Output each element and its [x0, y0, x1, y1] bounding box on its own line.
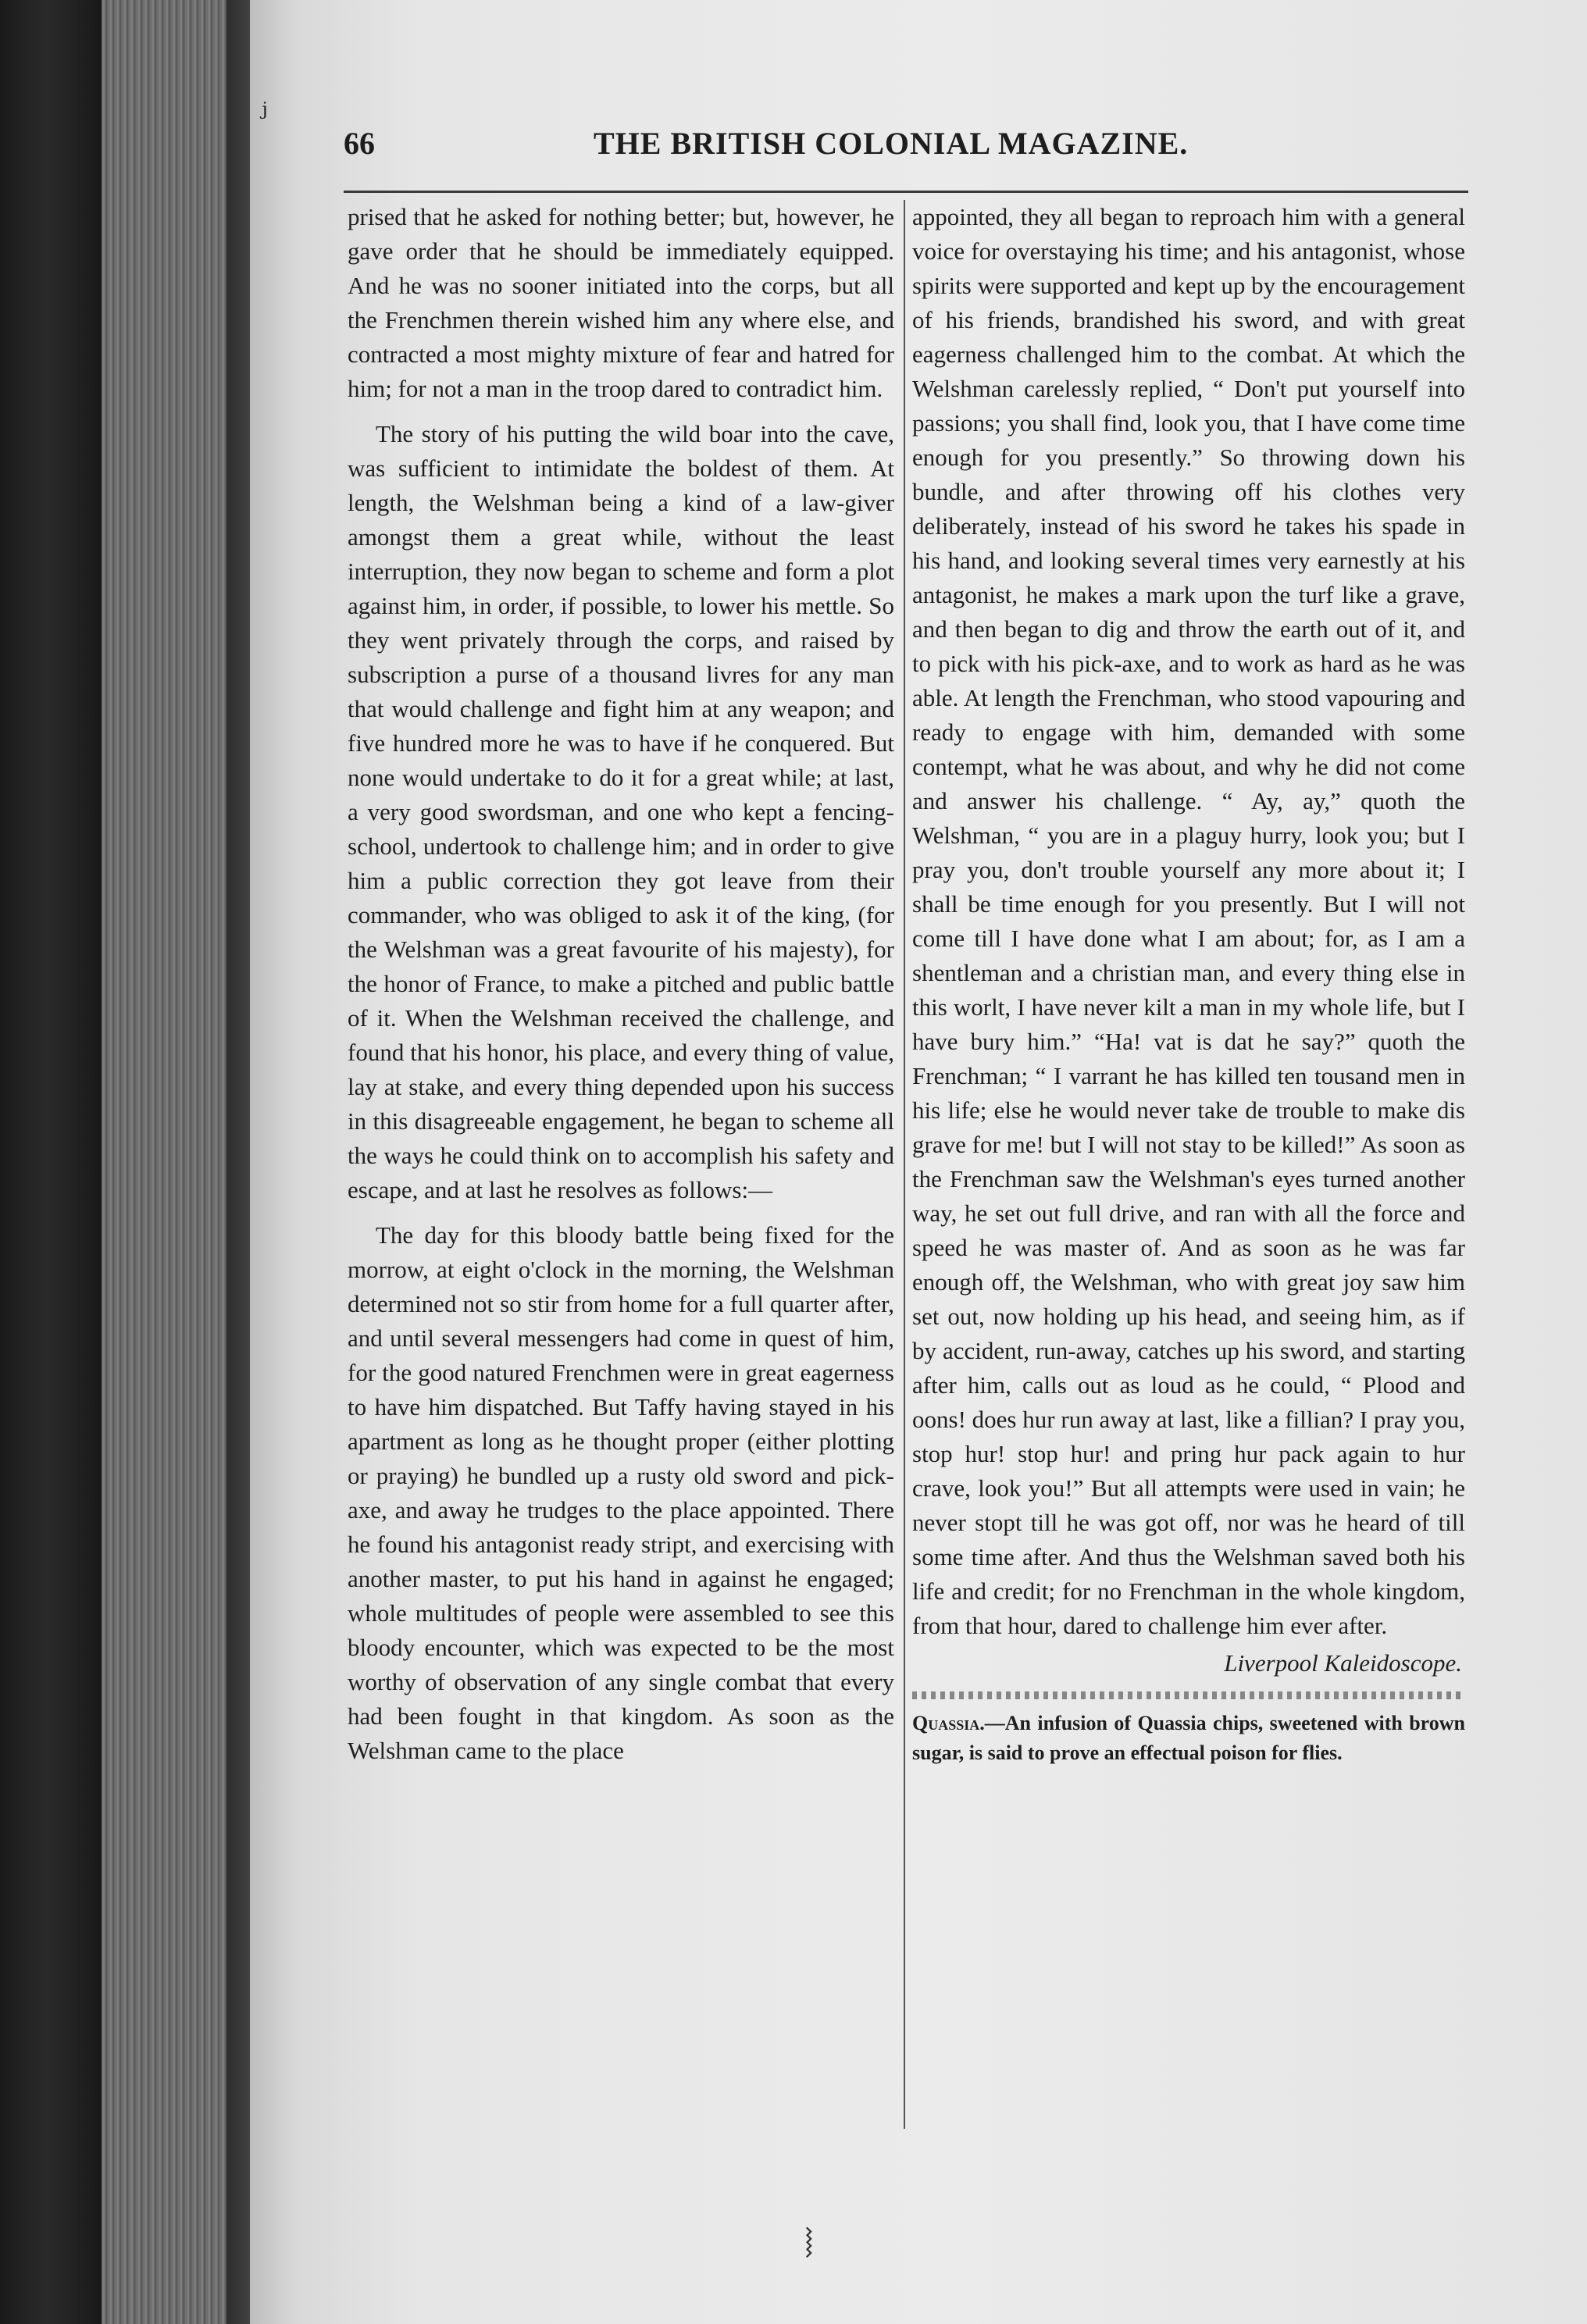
header-rule	[344, 191, 1468, 193]
magazine-title: THE BRITISH COLONIAL MAGAZINE.	[594, 126, 1189, 161]
ink-mark: ⱼ	[259, 87, 268, 122]
left-column	[348, 200, 894, 1768]
note-paragraph	[912, 1709, 1465, 1768]
page-header	[344, 125, 1468, 180]
paragraph: prised that he asked for nothing better; but, however, he gave order that he should be immediately equipped. And he was no sooner initiated into the corps, but all the Frenchmen therein wished him any where else, and contracted a most mighty mixture of fear and hatred for him; for not a man in the troop dared to contradict him.	[348, 203, 894, 402]
paragraph: The story of his putting the wild boar into the cave, was sufficient to intimidate the boldest of them. At length, the Welshman being a kind of a law-giver amongst them a great while, without the least interruption, they now began to scheme and form a plot against him, in order, if possible, to lower his mettle. So they went privately through the corps, and raised by subscription a purse of a thousand livres for any man that would challenge and fight him at any weapon; and five hundred more he was to have if he conquered. But none would undertake to do it for a great while; at last, a very good swordsman, and one who kept a fencing-school, undertook to challenge him; and in order to give him a public correction they got leave from their commander, who was obliged to ask it of the king, (for the Welshman was a great favourite of his majesty), for the honor of France, to make a pitched and public battle of it. When the Welshman received the challenge, and found that his honor, his place, and every thing of value, lay at stake, and every thing depended upon his success in this disagreeable engagement, he began to scheme all the ways he could think on to accomplish his safety and escape, and at last he resolves as follows:—	[348, 420, 894, 1203]
wavy-separator	[912, 1691, 1465, 1699]
note-title: Quassia.	[912, 1712, 985, 1734]
book-page-edges	[102, 0, 226, 2324]
paragraph: appointed, they all began to reproach him with a general voice for overstaying his time; and his antagonist, whose spirits were supported and kept up by the encouragement of his friends, brandished his sword, and with great eagerness challenged him to the combat. At which the Welshman carelessly replied, “ Don't put yourself into passions; you shall find, look you, that I have come time enough for you presently.” So throwing down his bundle, and after throwing off his clothes very deliberately, instead of his sword he takes his spade in his hand, and looking several times very earnestly at his antagonist, he makes a mark upon the turf like a grave, and then began to dig and throw the earth out of it, and to pick with his pick-axe, and to work as hard as he was able. At length the Frenchman, who stood vapouring and ready to engage with him, demanded with some contempt, what he was about, and why he did not come and answer his challenge. “ Ay, ay,” quoth the Welshman, “ you are in a plaguy hurry, look you; but I pray you, don't trouble yourself any more about it; I shall be time enough for you presently. But I will not come till I have done what I am about; for, as I am a shentleman and a christian man, and every thing else in this worlt, I have never kilt a man in my whole life, but I have bury him.” “Ha! vat is dat he say?” quoth the Frenchman; “ I varrant he has killed ten tousand men in his life; else he would never take de trouble to make dis grave for me! but I will not stay to be killed!” As soon as the Frenchman saw the Welshman's eyes turned another way, he set out full drive, and ran with all the force and speed he was master of. And as soon as he was far enough off, the Welshman, who with great joy saw him set out, now holding up his head, and seeing him, as if by accident, run-away, catches up his sword, and starting after him, calls out as loud as he could, “ Plood and oons! does hur run away at last, like a fillian? I pray you, stop hur! stop hur! and pring hur pack again to hur crave, look you!” But all attempts were used in vain; he never stopt till he was got off, nor was he heard of till some time after. And thus the Welshman saved both his life and credit; for no Frenchman in the whole kingdom, from that hour, dared to challenge him ever after.	[912, 203, 1465, 1639]
paragraph: The day for this bloody battle being fixed for the morrow, at eight o'clock in the morning, the Welshman determined not so stir from home for a full quarter after, and until several messengers had come in quest of him, for the good natured Frenchmen were in great eagerness to have him dispatched. But Taffy having stayed in his apartment as long as he thought proper (either plotting or praying) he bundled up a rusty old sword and pick-axe, and away he trudges to the place appointed. There he found his antagonist ready stript, and exercising with another master, to put his hand in against he engaged; whole multitudes of people were assembled to see this bloody encounter, which was expected to be the most worthy of observation of any single combat that every had been fought in that kingdom. As soon as the Welshman came to the place	[348, 1221, 894, 1764]
column-divider	[904, 200, 905, 2129]
note-text: —An infusion of Quassia chips, sweetened with brown sugar, is said to prove an effectual poison for flies.	[912, 1712, 1465, 1764]
ink-scribble: ⧘	[804, 2219, 814, 2267]
source-attribution: Liverpool Kaleidoscope.	[1224, 1649, 1462, 1677]
page-number: 66	[344, 126, 375, 161]
right-column	[912, 200, 1465, 1768]
